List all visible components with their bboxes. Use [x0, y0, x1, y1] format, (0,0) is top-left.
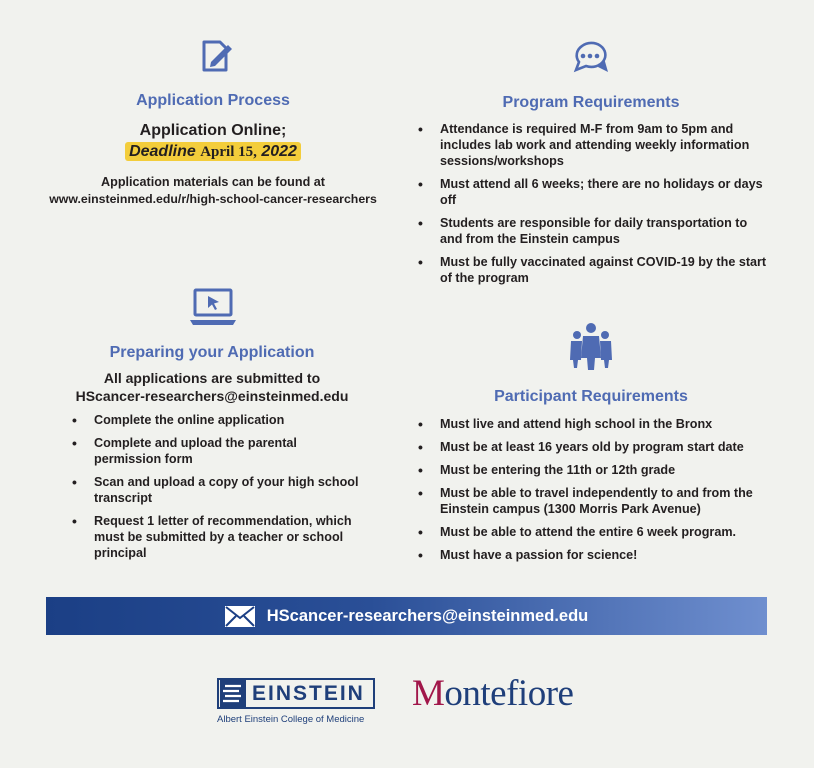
list-item: • Scan and upload a copy of your high school transcript	[72, 474, 362, 506]
list-item: • Must be able to attend the entire 6 week program.	[418, 524, 774, 540]
list-item: • Must have a passion for science!	[418, 547, 774, 563]
deadline-date: April 15,	[200, 144, 257, 160]
list-item: • Students are responsible for daily transportation to and from the Einstein campus	[418, 215, 770, 247]
application-process-title: Application Process	[136, 92, 290, 109]
program-requirements-list	[418, 121, 770, 293]
list-item: • Request 1 letter of recommendation, which must be submitted by a teacher or school principal	[72, 513, 362, 561]
deadline-word: Deadline	[129, 143, 196, 160]
list-item: • Complete and upload the parental permission form	[72, 435, 362, 467]
application-process-section	[30, 30, 396, 220]
program-requirements-section	[418, 30, 778, 290]
deadline-line	[30, 143, 396, 161]
edit-document-icon	[198, 36, 236, 74]
list-item: • Must be able to travel independently to and from the Einstein campus (1300 Morris Park Avenue)	[418, 485, 774, 517]
einstein-name: EINSTEIN	[252, 681, 365, 705]
list-item: • Complete the online application	[72, 412, 362, 428]
montefiore-rest: ontefiore	[444, 673, 574, 714]
submission-email[interactable]: HScancer-researchers@einsteinmed.edu	[75, 388, 349, 404]
list-item: • Must live and attend high school in the Bronx	[418, 416, 774, 432]
participant-requirements-list	[418, 416, 774, 570]
materials-link[interactable]: www.einsteinmed.edu/r/high-school-cancer-researchers	[49, 192, 377, 206]
einstein-mark-icon	[220, 680, 246, 707]
laptop-cursor-icon	[188, 287, 238, 327]
materials-line-1: Application materials can be found at	[101, 175, 325, 189]
list-item: • Attendance is required M-F from 9am to 5pm and includes lab work and attending weekly information sessions/workshops	[418, 121, 770, 169]
submission-intro: All applications are submitted to	[103, 370, 321, 386]
email-banner[interactable]	[46, 597, 767, 635]
list-item: • Must be entering the 11th or 12th grade	[418, 462, 774, 478]
einstein-logo-box	[217, 678, 375, 709]
list-item: • Must attend all 6 weeks; there are no holidays or days off	[418, 176, 770, 208]
application-online-line: Application Online;	[139, 122, 287, 139]
people-group-icon	[568, 320, 614, 372]
list-item: • Must be at least 16 years old by program start date	[418, 439, 774, 455]
envelope-icon	[225, 606, 255, 627]
preparing-application-list	[72, 412, 362, 568]
preparing-application-section	[72, 285, 372, 575]
preparing-application-title: Preparing your Application	[109, 344, 315, 361]
montefiore-initial: M	[412, 673, 445, 714]
program-requirements-title: Program Requirements	[502, 94, 680, 111]
deadline-year: 2022	[261, 143, 297, 160]
montefiore-logo	[412, 672, 573, 715]
chat-bubbles-icon	[568, 34, 612, 76]
participant-requirements-title: Participant Requirements	[494, 388, 688, 405]
einstein-subtitle: Albert Einstein College of Medicine	[217, 714, 365, 725]
participant-requirements-section	[418, 320, 778, 580]
list-item: • Must be fully vaccinated against COVID-19 by the start of the program	[418, 254, 770, 286]
banner-email[interactable]: HScancer-researchers@einsteinmed.edu	[266, 606, 589, 625]
einstein-logo	[217, 678, 377, 728]
deadline-highlight	[125, 142, 301, 161]
